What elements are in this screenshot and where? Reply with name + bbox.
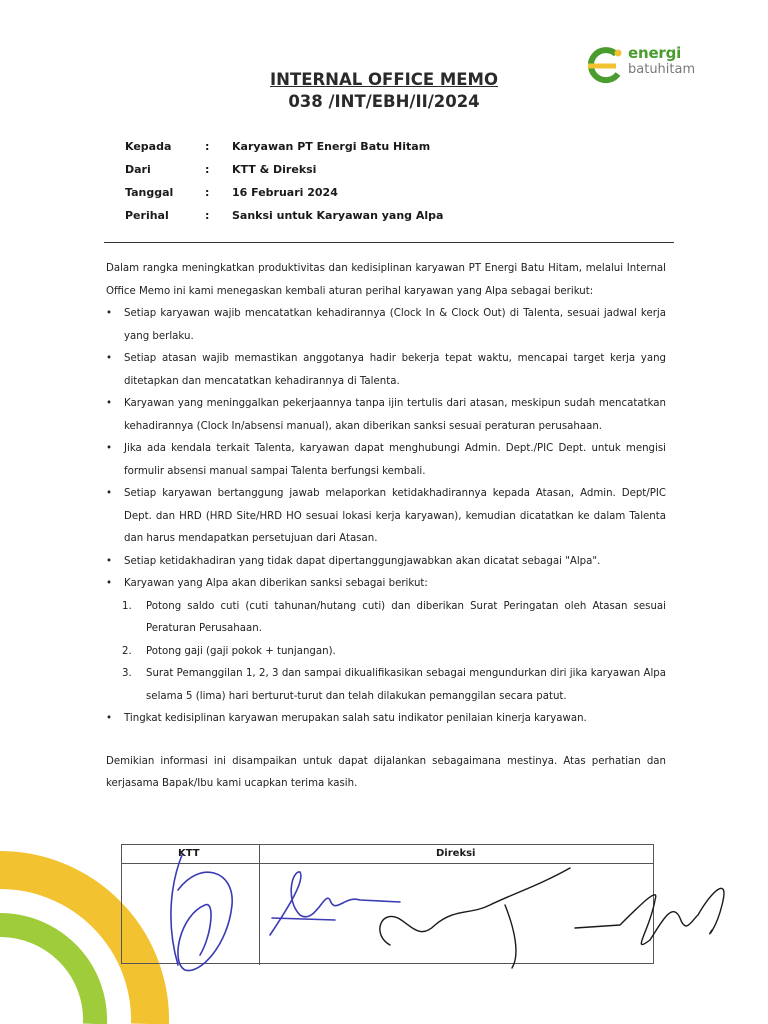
- field-value: KTT & Direksi: [232, 163, 317, 176]
- sanction-number: 3.: [122, 668, 132, 679]
- sanction-text: Potong saldo cuti (cuti tahunan/hutang cuti) dan diberikan Surat Peringatan oleh Atasan sesuai Peraturan Perusahaan.: [146, 600, 666, 634]
- sanction-number: 1.: [122, 600, 132, 612]
- header-divider: [104, 242, 674, 243]
- list-item: • Karyawan yang Alpa akan diberikan sanksi sebagai berikut:: [106, 573, 666, 596]
- closing-paragraph: Demikian informasi ini disampaikan untuk dapat dijalankan sebagaimana mestinya. Atas perhatian dan kerjasama Bapak/Ibu kami ucapkan terima kasih.: [106, 755, 666, 789]
- list-item: • Setiap atasan wajib memastikan anggotanya hadir bekerja tepat waktu, mencapai target kerja yang ditetapkan dan mencatatkan kehadirannya di Talenta.: [106, 348, 666, 393]
- signature-column-divider: [259, 845, 260, 965]
- field-colon: :: [205, 186, 210, 199]
- sanction-text: Surat Pemanggilan 1, 2, 3 dan sampai dikualifikasikan sebagai mengundurkan diri jika karyawan Alpa selama 5 (lima) hari berturut-turut dan telah dilakukan pemanggilan secara patut.: [146, 668, 666, 702]
- memo-number: 038 /INT/EBH/II/2024: [288, 92, 480, 111]
- list-item: • Setiap karyawan bertanggung jawab melaporkan ketidakhadirannya kepada Atasan, Admin. Dept/PIC Dept. dan HRD (HRD Site/HRD HO sesuai lokasi kerja karyawan), kemudian dicatatkan ke dalam Talenta dan harus mendapatkan persetujuan dari Atasan.: [106, 483, 666, 551]
- list-item: • Setiap karyawan wajib mencatatkan kehadirannya (Clock In & Clock Out) di Talenta, sesuai jadwal kerja yang berlaku.: [106, 303, 666, 348]
- field-colon: :: [205, 209, 210, 222]
- list-item: • Karyawan yang meninggalkan pekerjaannya tanpa ijin tertulis dari atasan, meskipun sudah mencatatkan kehadirannya (Clock In/absensi manual), akan diberikan sanksi sesuai peraturan perusahaan.: [106, 393, 666, 438]
- field-value: Sanksi untuk Karyawan yang Alpa: [232, 209, 444, 222]
- sanction-item: [106, 663, 666, 708]
- list-item: • Setiap ketidakhadiran yang tidak dapat dipertanggungjawabkan akan dicatat sebagai "Alpa".: [106, 551, 666, 574]
- sanction-item: [106, 596, 666, 641]
- signature-header-direksi: Direksi: [436, 848, 476, 859]
- field-value: 16 Februari 2024: [232, 186, 338, 199]
- logo-text-energi: energi: [628, 44, 682, 62]
- signature-header-ktt: KTT: [178, 848, 200, 859]
- field-label: Perihal: [125, 209, 169, 222]
- sanction-number: 2.: [122, 645, 132, 657]
- signature-header-line: [122, 863, 653, 864]
- field-label: Kepada: [125, 140, 172, 153]
- signature-table: [121, 844, 654, 964]
- field-label: Tanggal: [125, 186, 174, 199]
- intro-paragraph: Dalam rangka meningkatkan produktivitas dan kedisiplinan karyawan PT Energi Batu Hitam, melalui Internal Office Memo ini kami menegaskan kembali aturan perihal karyawan yang Alpa sebagai berikut:: [106, 263, 666, 297]
- memo-body: [106, 258, 666, 796]
- field-colon: :: [205, 140, 210, 153]
- field-label: Dari: [125, 163, 151, 176]
- sanction-text: Potong gaji (gaji pokok + tunjangan).: [146, 645, 336, 657]
- sanction-item: [106, 641, 666, 664]
- logo-text-batuhitam: batuhitam: [628, 62, 696, 77]
- field-colon: :: [205, 163, 210, 176]
- field-value: Karyawan PT Energi Batu Hitam: [232, 140, 431, 153]
- list-item: • Jika ada kendala terkait Talenta, karyawan dapat menghubungi Admin. Dept./PIC Dept. untuk mengisi formulir absensi manual sampai Talenta berfungsi kembali.: [106, 438, 666, 483]
- memo-title: INTERNAL OFFICE MEMO: [270, 70, 498, 89]
- list-item: • Tingkat kedisiplinan karyawan merupakan salah satu indikator penilaian kinerja karyawan.: [106, 708, 666, 731]
